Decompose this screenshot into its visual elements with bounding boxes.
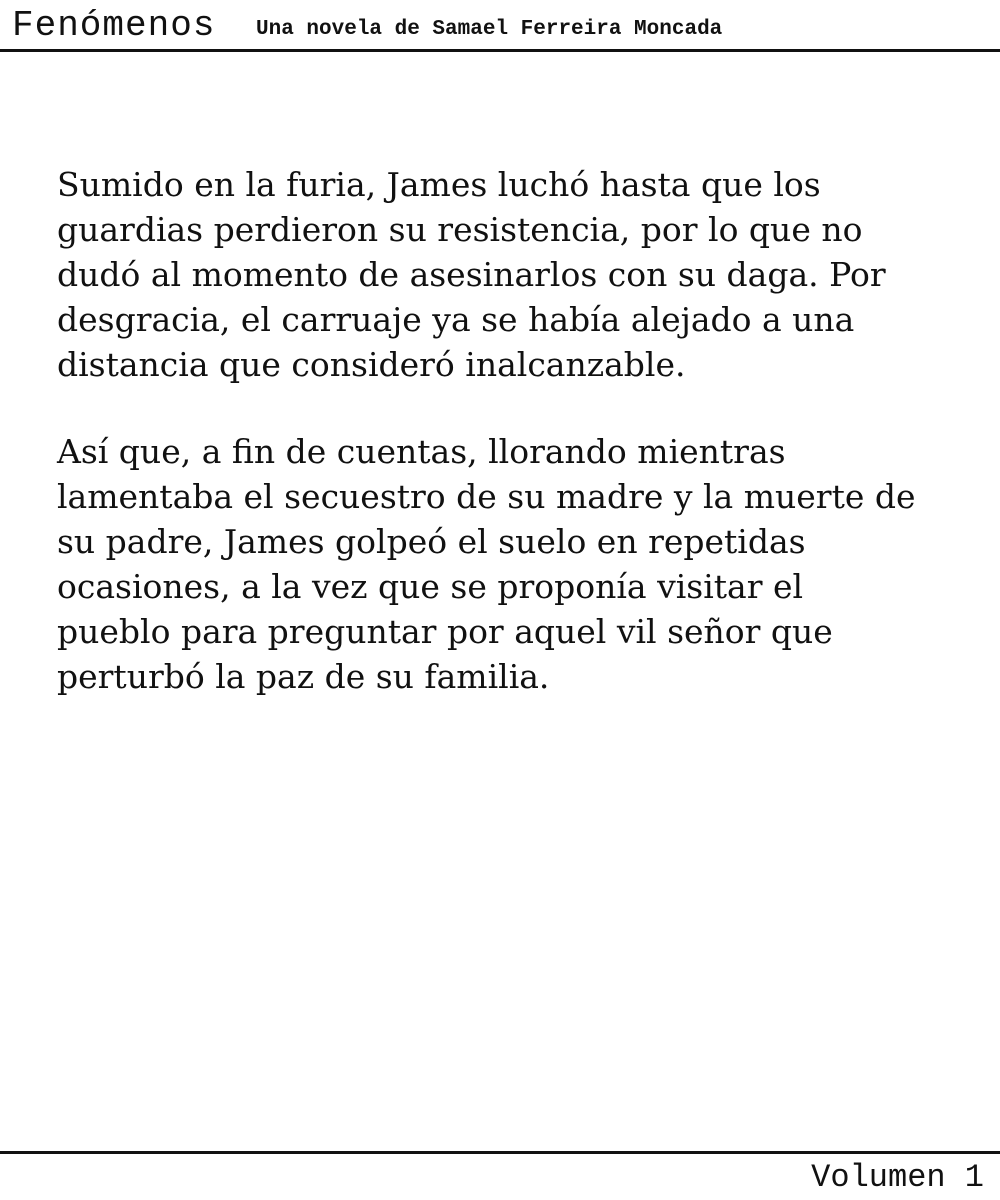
text-line: lamentaba el secuestro de su madre y la muerte de [57, 477, 916, 516]
page-body [57, 162, 957, 741]
page-header [0, 0, 1000, 52]
paragraph-2 [57, 429, 957, 699]
page-footer [0, 1151, 1000, 1200]
text-line: su padre, James golpeó el suelo en repetidas [57, 522, 806, 561]
text-line: pueblo para preguntar por aquel vil señor que [57, 612, 833, 651]
text-line: perturbó la paz de su familia. [57, 657, 550, 696]
text-line: guardias perdieron su resistencia, por lo que no [57, 210, 863, 249]
book-title: Fenómenos [12, 5, 216, 46]
text-line: distancia que consideró inalcanzable. [57, 345, 686, 384]
text-line: Sumido en la furia, James luchó hasta que los [57, 165, 821, 204]
text-line: Así que, a fin de cuentas, llorando mientras [57, 432, 786, 471]
text-line: desgracia, el carruaje ya se había alejado a una [57, 300, 855, 339]
volume-label: Volumen 1 [811, 1159, 984, 1196]
book-subtitle: Una novela de Samael Ferreira Moncada [256, 18, 723, 41]
text-line: dudó al momento de asesinarlos con su daga. Por [57, 255, 886, 294]
paragraph-1 [57, 162, 957, 387]
text-line: ocasiones, a la vez que se proponía visitar el [57, 567, 804, 606]
